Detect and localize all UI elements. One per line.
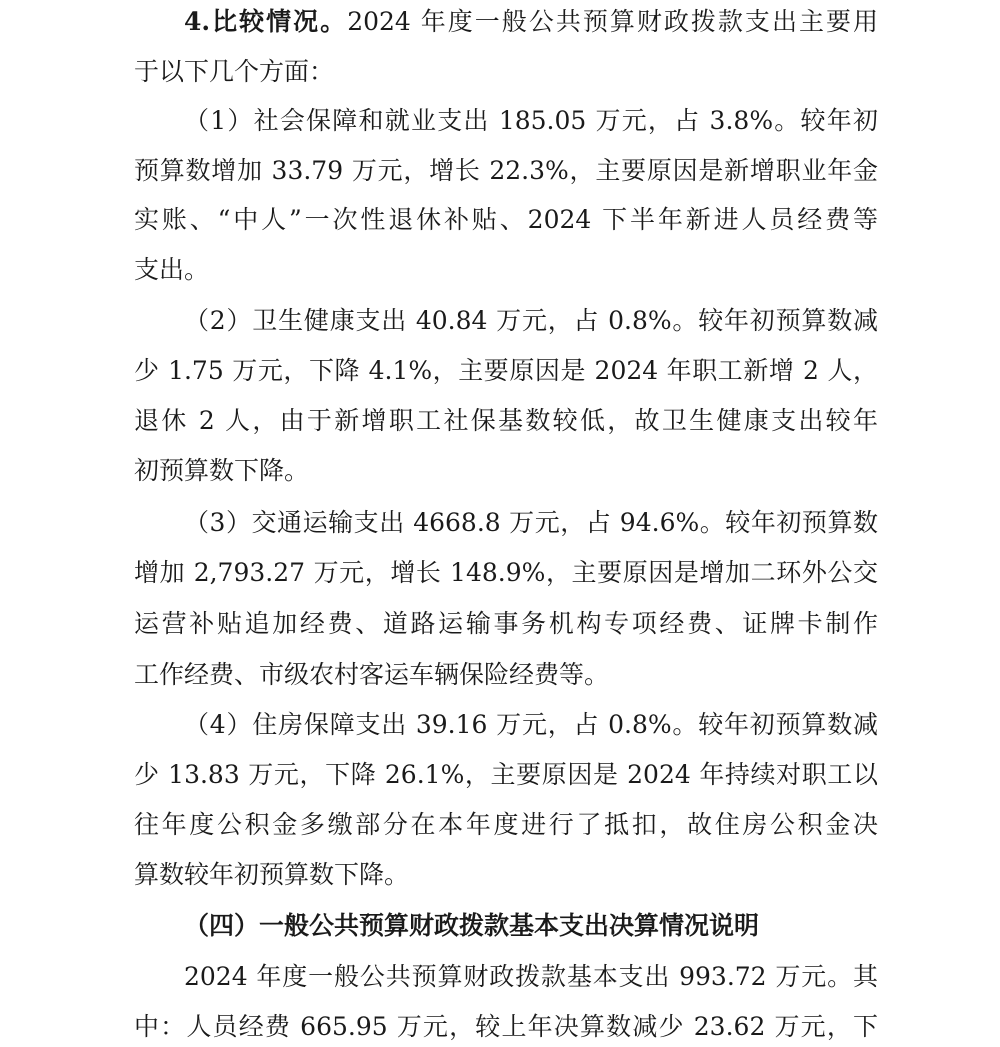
section-heading: 4.比较情况。 [184,7,348,36]
paragraph-line: 算数较年初预算数下降。 [134,860,410,889]
paragraph-line: （2）卫生健康支出 40.84 万元，占 0.8%。较年初预算数减 [184,306,878,335]
section-heading: （四）一般公共预算财政拨款基本支出决算情况说明 [184,911,760,940]
paragraph-line: 增加 2,793.27 万元，增长 148.9%，主要原因是增加二环外公交 [134,558,878,587]
paragraph-line: 运营补贴追加经费、道路运输事务机构专项经费、证牌卡制作 [134,609,878,638]
paragraph-text: 2024 年度一般公共预算财政拨款支出主要用 [347,7,878,36]
paragraph-line: 少 1.75 万元，下降 4.1%，主要原因是 2024 年职工新增 2 人， [134,356,878,385]
paragraph-line: 支出。 [134,255,210,284]
paragraph-line: （3）交通运输支出 4668.8 万元，占 94.6%。较年初预算数 [184,508,878,537]
paragraph-line: 中：人员经费 665.95 万元，较上年决算数减少 23.62 万元，下 [134,1012,878,1041]
paragraph-line: 少 13.83 万元，下降 26.1%，主要原因是 2024 年持续对职工以 [134,760,878,789]
paragraph-line: 工作经费、市级农村客运车辆保险经费等。 [134,660,610,689]
paragraph-line: 2024 年度一般公共预算财政拨款基本支出 993.72 万元。其 [184,962,878,991]
paragraph-line [134,2,878,42]
paragraph-line: 初预算数下降。 [134,456,310,485]
paragraph-line: 于以下几个方面： [134,57,335,86]
paragraph-line: 往年度公积金多缴部分在本年度进行了抵扣，故住房公积金决 [134,810,878,839]
paragraph-line: （1）社会保障和就业支出 185.05 万元，占 3.8%。较年初 [184,106,878,135]
paragraph-line: （4）住房保障支出 39.16 万元，占 0.8%。较年初预算数减 [184,710,878,739]
paragraph-line: 退休 2 人，由于新增职工社保基数较低，故卫生健康支出较年 [134,406,878,435]
paragraph-line: 实账、“中人”一次性退休补贴、2024 下半年新进人员经费等 [134,205,878,234]
paragraph-line: 预算数增加 33.79 万元，增长 22.3%，主要原因是新增职业年金 [134,156,878,185]
